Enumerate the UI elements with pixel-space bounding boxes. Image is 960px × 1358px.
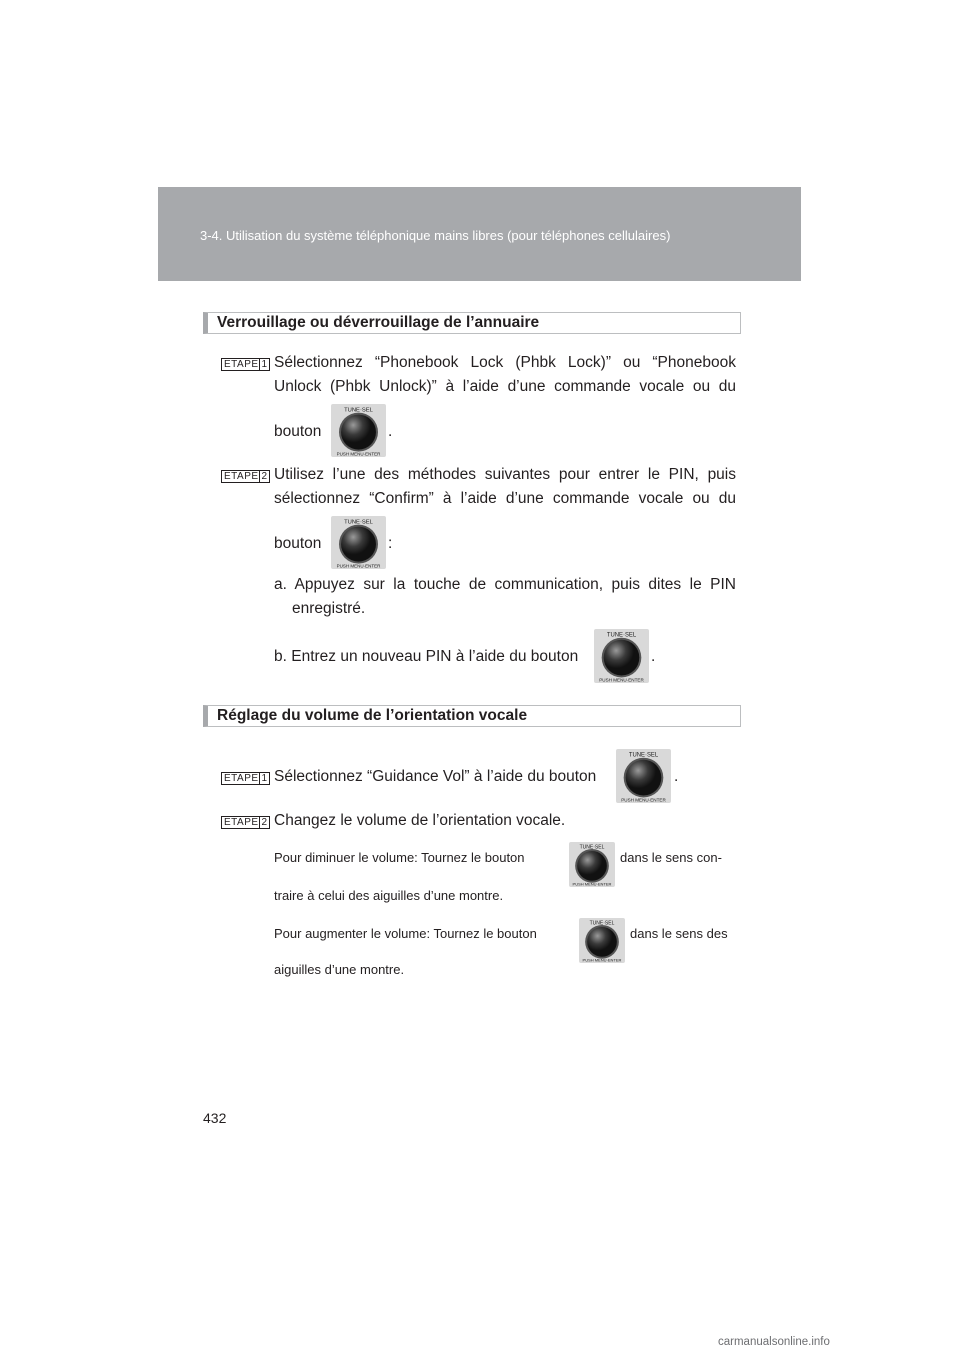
increase-volume-text: Pour augmenter le volume: Tournez le bouton <box>274 926 537 941</box>
svg-text:PUSH MENU·ENTER: PUSH MENU·ENTER <box>336 563 381 569</box>
section-heading-guidance-volume <box>203 705 741 727</box>
tune-sel-knob-icon <box>569 842 615 887</box>
decrease-volume-text: Pour diminuer le volume: Tournez le bouton <box>274 850 525 865</box>
step-text: Sélectionnez “Phonebook Lock (Phbk Lock)” ou “Phonebook <box>274 354 736 371</box>
step-badge <box>221 358 270 371</box>
step-text: Sélectionnez “Guidance Vol” à l’aide du bouton <box>274 768 597 785</box>
svg-text:TUNE·SEL: TUNE·SEL <box>628 752 659 759</box>
tune-sel-knob-icon <box>579 918 625 963</box>
step-badge-number: 1 <box>259 359 269 370</box>
tune-sel-knob-icon <box>616 749 671 803</box>
tune-sel-knob-icon <box>331 516 386 569</box>
svg-text:PUSH MENU·ENTER: PUSH MENU·ENTER <box>599 677 644 683</box>
increase-volume-text: dans le sens des <box>630 926 728 941</box>
step-badge-word: ETAPE <box>224 817 259 828</box>
step-badge-number: 2 <box>259 817 269 828</box>
substep-a: a. Appuyez sur la touche de communication, puis dites le PIN <box>274 576 736 593</box>
step-badge <box>221 772 270 785</box>
svg-text:TUNE·SEL: TUNE·SEL <box>344 407 373 414</box>
watermark: carmanualsonline.info <box>718 1336 830 1348</box>
svg-text:TUNE·SEL: TUNE·SEL <box>579 844 605 851</box>
svg-text:TUNE·SEL: TUNE·SEL <box>589 920 615 927</box>
chapter-title: 3-4. Utilisation du système téléphonique mains libres (pour téléphones cellulaires) <box>200 228 671 243</box>
step-badge-word: ETAPE <box>224 359 259 370</box>
step-badge-number: 1 <box>259 773 269 784</box>
page-number: 432 <box>203 1110 227 1126</box>
section-heading-text: Verrouillage ou déverrouillage de l’annuaire <box>217 314 540 331</box>
step-text: : <box>388 535 393 552</box>
decrease-volume-text: dans le sens con- <box>620 850 722 865</box>
step-badge-word: ETAPE <box>224 773 259 784</box>
svg-text:PUSH MENU·ENTER: PUSH MENU·ENTER <box>572 881 612 887</box>
svg-text:PUSH MENU·ENTER: PUSH MENU·ENTER <box>582 957 622 963</box>
tune-sel-knob-icon <box>594 629 649 683</box>
step-text: Utilisez l’une des méthodes suivantes pour entrer le PIN, puis <box>274 466 736 483</box>
increase-volume-text: aiguilles d’une montre. <box>274 962 405 977</box>
step-badge <box>221 816 270 829</box>
svg-text:TUNE·SEL: TUNE·SEL <box>344 519 373 526</box>
svg-text:TUNE·SEL: TUNE·SEL <box>606 632 637 639</box>
substep-b: b. Entrez un nouveau PIN à l’aide du bouton <box>274 648 579 665</box>
svg-text:PUSH MENU·ENTER: PUSH MENU·ENTER <box>336 451 381 457</box>
step-text: Unlock (Phbk Unlock)” à l’aide d’une commande vocale ou du <box>274 378 736 395</box>
step-text: bouton <box>274 535 322 552</box>
section-heading-text: Réglage du volume de l’orientation vocale <box>217 707 528 724</box>
step-text: . <box>388 423 393 440</box>
substep-b-suffix: . <box>651 648 656 665</box>
svg-text:PUSH MENU·ENTER: PUSH MENU·ENTER <box>621 797 666 803</box>
step-text: sélectionnez “Confirm” à l’aide d’une commande vocale ou du <box>274 490 736 507</box>
step-badge-word: ETAPE <box>224 471 259 482</box>
step-text: bouton <box>274 423 322 440</box>
decrease-volume-text: traire à celui des aiguilles d’une montre. <box>274 888 504 903</box>
tune-sel-knob-icon <box>331 404 386 457</box>
substep-a-continued: enregistré. <box>292 600 366 617</box>
step-badge-number: 2 <box>259 471 269 482</box>
step-text: . <box>674 768 679 785</box>
section-heading-phonebook-lock <box>203 312 741 334</box>
step-text: Changez le volume de l’orientation vocale. <box>274 812 566 829</box>
step-badge <box>221 470 270 483</box>
chapter-header <box>158 187 801 281</box>
